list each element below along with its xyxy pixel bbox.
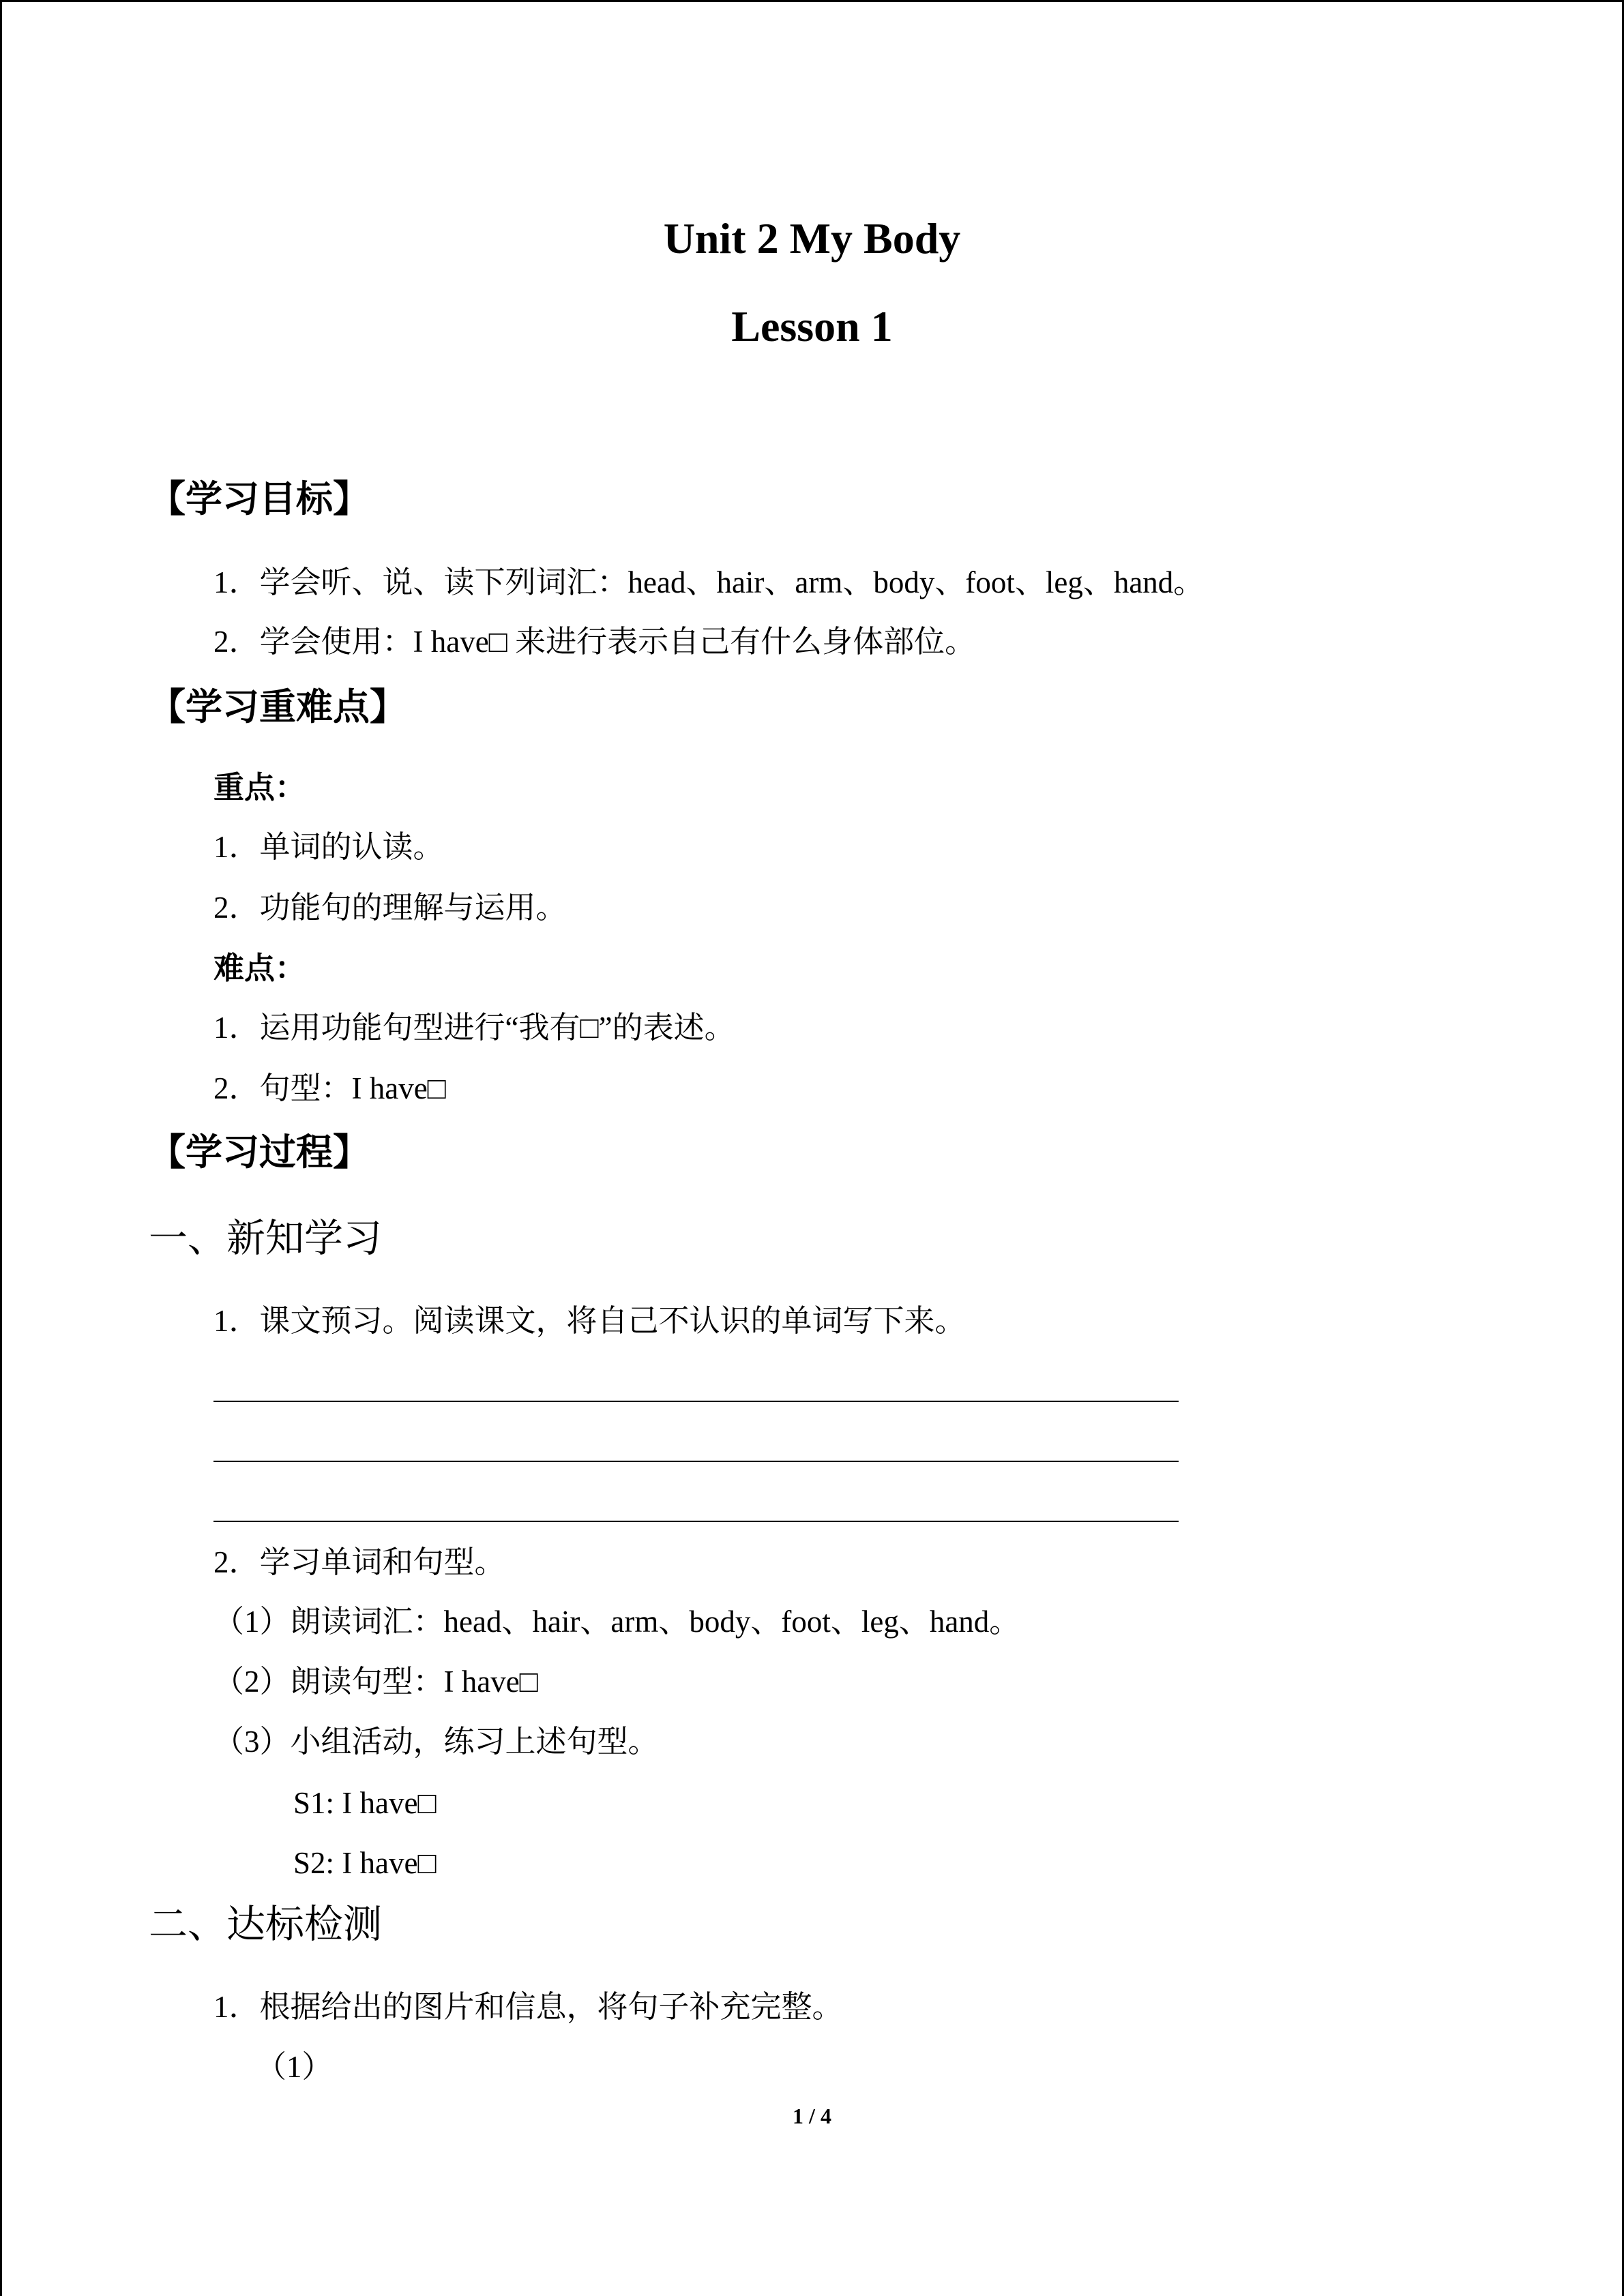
dialogue-line-1: S1: I have□ [293,1786,437,1820]
part2-task1: 1．根据给出的图片和信息，将句子补充完整。 [213,1990,843,2024]
difficult-item-2: 2．句型：I have□ [213,1071,446,1105]
answer-line-1[interactable] [213,1401,1179,1402]
page-title: Unit 2 My Body [663,214,961,263]
key-item-2: 2．功能句的理解与运用。 [213,891,567,925]
difficult-label: 难点： [213,951,306,985]
process-heading: 【学习过程】 [149,1132,370,1173]
part1-heading: 一、新知学习 [149,1217,382,1260]
sub-item-1: （1）朗读词汇：head、hair、arm、body、foot、leg、hand。 [213,1605,1020,1639]
objectives-heading: 【学习目标】 [149,479,370,520]
objective-item-1: 1．学会听、说、读下列词汇：head、hair、arm、body、foot、leg、hand。 [213,565,1205,599]
objective-item-2: 2．学会使用：I have□ 来进行表示自己有什么身体部位。 [213,625,976,659]
sub-item-2: （2）朗读句型：I have□ [213,1665,538,1699]
key-points-heading: 【学习重难点】 [149,687,407,728]
key-label: 重点： [213,771,306,805]
difficult-item-1: 1．运用功能句型进行“我有□”的表述。 [213,1011,735,1045]
lesson-subtitle: Lesson 1 [731,302,893,351]
sub-item-3: （3）小组活动，练习上述句型。 [213,1725,659,1759]
dialogue-line-2: S2: I have□ [293,1846,437,1880]
part1-task1: 1．课文预习。阅读课文，将自己不认识的单词写下来。 [213,1304,966,1338]
part1-task2: 2．学习单词和句型。 [213,1545,505,1579]
part2-heading: 二、达标检测 [149,1903,382,1946]
part2-sub-item-1: （1） [256,2050,333,2084]
answer-line-2[interactable] [213,1461,1179,1462]
key-item-1: 1．单词的认读。 [213,830,444,864]
answer-line-3[interactable] [213,1521,1179,1522]
page-number: 1 / 4 [793,2104,831,2128]
